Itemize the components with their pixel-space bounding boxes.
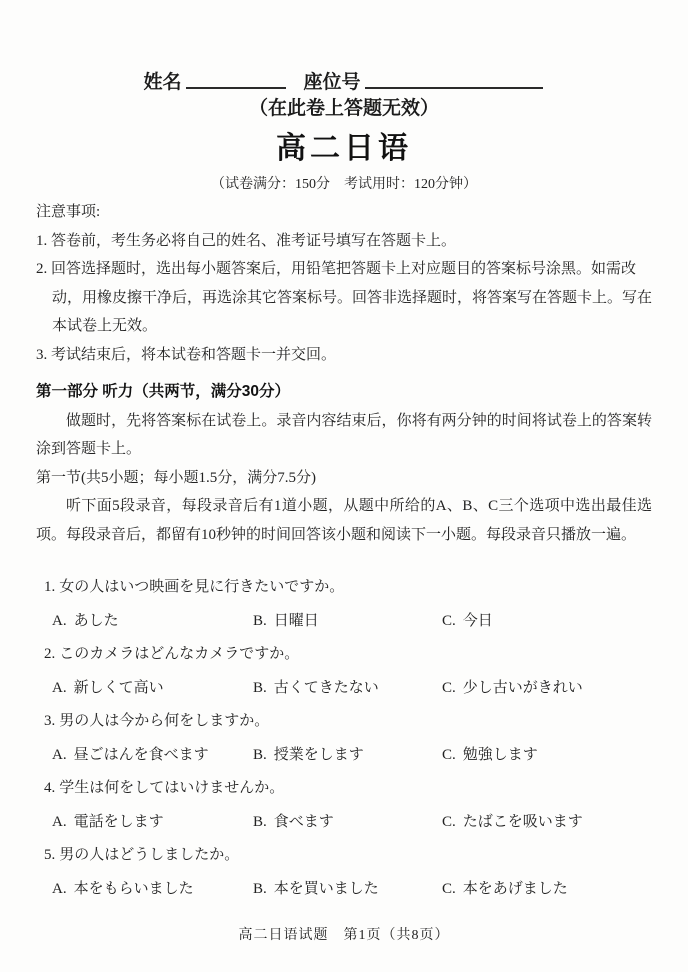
option-text: 授業をします [273,746,364,763]
option-item [442,605,652,639]
option-item [52,605,253,639]
option-label: C. [442,880,456,897]
option-text: 日曜日 [273,612,319,629]
exam-meta: （试卷满分：150分 考试用时：120分钟） [211,177,477,192]
seat-blank [365,70,543,89]
question-row [36,705,652,739]
option-item [253,873,442,907]
option-label: A. [52,746,67,763]
question-list [36,571,652,906]
option-label: B. [253,746,267,763]
option-label: C. [442,746,456,763]
option-text: 新しくて高い [73,679,164,696]
invalid-notice: （在此卷上答题无效） [248,98,439,119]
option-text: 本をあげました [462,880,568,897]
seat-label: 座位号 [303,72,361,93]
option-label: A. [52,880,67,897]
question-row [36,772,652,806]
option-text: 食べます [273,813,334,830]
question-text: 女の人はいつ映画を見に行きたいですか。 [59,579,345,595]
page-footer: 高二日语试题 第1页（共8页） [238,928,450,943]
part1-intro: 做题时，先将答案标在试卷上。录音内容结束后，你将有两分钟的时间将试卷上的答案转涂到答题卡上。 [36,412,652,457]
note-item: 3. 考试结束后，将本试卷和答题卡一并交回。 [36,346,337,363]
question-number: 5. [44,847,56,863]
option-text: 古くてきたない [273,679,379,696]
option-label: A. [52,679,67,696]
option-label: A. [52,612,67,629]
question-options [36,605,652,639]
option-label: C. [442,813,456,830]
option-item [52,873,253,907]
option-item [253,739,442,773]
option-item [442,806,652,840]
question-options [36,873,652,907]
option-item [253,806,442,840]
option-text: 本をもらいました [73,880,194,897]
question-row [36,638,652,672]
notes-section [36,198,652,369]
option-item [52,739,253,773]
option-label: C. [442,679,456,696]
option-label: B. [253,612,267,629]
question-options [36,672,652,706]
note-item: 2. 回答选择题时，选出每小题答案后，用铅笔把答题卡上对应题目的答案标号涂黑。如需改动，用橡皮擦干净后，再选涂其它答案标号。回答非选择题时，将答案写在答题卡上。写在本试卷上无效。 [36,261,653,334]
option-item [253,672,442,706]
option-text: 電話をします [73,813,164,830]
name-label: 姓名 [143,72,182,93]
question-text: 学生は何をしてはいけませんか。 [59,780,285,796]
name-blank [186,70,286,89]
option-item [442,672,652,706]
question-row [36,571,652,605]
option-label: C. [442,612,456,629]
question-text: このカメラはどんなカメラですか。 [59,646,300,662]
note-item: 1. 答卷前，考生务必将自己的姓名、准考证号填写在答题卡上。 [36,232,457,249]
question-options [36,739,652,773]
option-text: 昼ごはんを食べます [73,746,209,763]
option-label: B. [253,813,267,830]
option-text: 本を買いました [273,880,379,897]
question-options [36,806,652,840]
question-row [36,839,652,873]
section1-instructions: 听下面5段录音，每段录音后有1道小题，从题中所给的A、B、C三个选项中选出最佳选项。每段录音后，都留有10秒钟的时间回答该小题和阅读下一小题。每段录音只播放一遍。 [36,498,652,543]
option-text: 今日 [462,612,493,629]
option-item [52,806,253,840]
option-label: A. [52,813,67,830]
option-text: 勉強します [462,746,538,763]
option-label: B. [253,679,267,696]
exam-header-fill-line [36,70,652,95]
option-item [442,873,652,907]
question-number: 3. [44,713,56,729]
option-label: B. [253,880,267,897]
notes-heading: 注意事项: [36,204,101,220]
part1-heading: 第一部分 听力（共两节，满分30分） [36,383,291,400]
option-item [442,739,652,773]
option-text: たばこを吸います [462,813,583,830]
option-item [52,672,253,706]
section1-heading: 第一节(共5小题；每小题1.5分，满分7.5分) [36,469,316,486]
option-item [253,605,442,639]
question-number: 2. [44,646,56,662]
question-number: 4. [44,780,56,796]
question-text: 男の人はどうしましたか。 [59,847,240,863]
question-text: 男の人は今から何をしますか。 [59,713,270,729]
question-number: 1. [44,579,56,595]
option-text: 少し古いがきれい [462,679,583,696]
option-text: あした [73,612,119,629]
exam-title: 高二日语 [276,132,412,165]
